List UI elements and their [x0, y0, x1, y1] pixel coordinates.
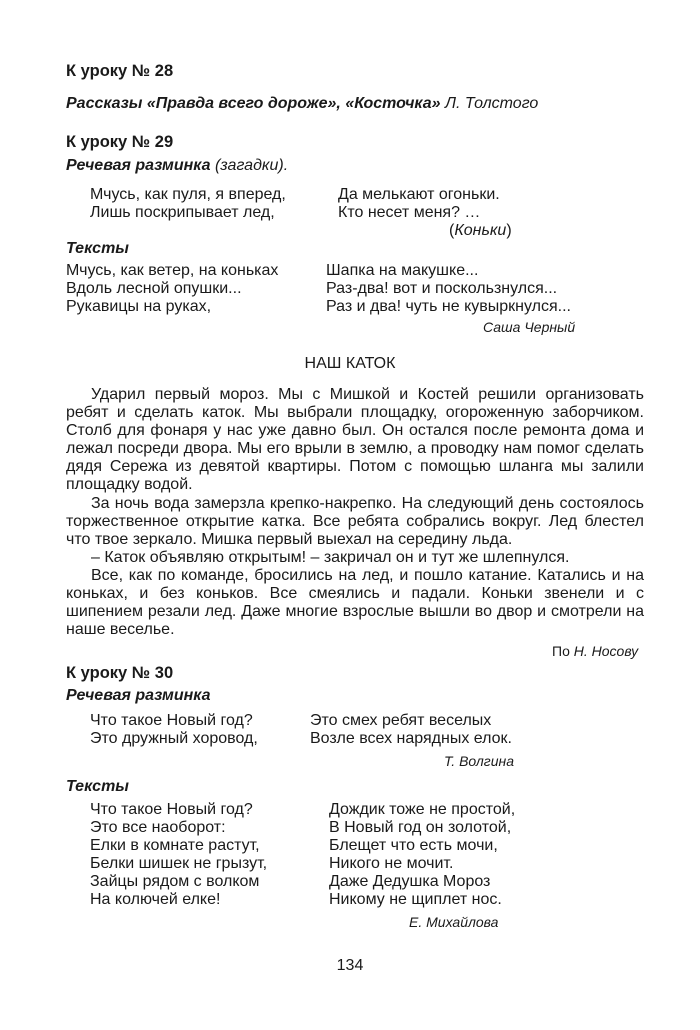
warmup-right-column	[310, 712, 512, 748]
riddle-answer-word: Коньки	[454, 222, 507, 239]
poem-line: Раз-два! вот и поскользнулся...	[326, 280, 558, 297]
lesson-28-heading: К уроку № 28	[66, 62, 174, 80]
riddle-left-column	[90, 186, 286, 222]
story-title: НАШ КАТОК	[304, 355, 396, 372]
ny-poem-author: Е. Михайлова	[409, 914, 499, 930]
poem-left-column	[66, 262, 278, 316]
lesson-28-title	[66, 95, 538, 113]
warmup-line: Что такое Новый год?	[90, 712, 253, 729]
riddle-line: Кто несет меня? …	[338, 204, 481, 221]
poem-line: Раз и два! чуть не кувыркнулся...	[326, 298, 571, 315]
story-paragraph: Все, как по команде, бросились на лед, и пошло катание. Катались и на коньках, и без коньков. Все смеялись и падали. Коньки звенели и с шипением резали лед. Даже многие взрослые вышли во двор и смотрели на наше веселье.	[66, 566, 644, 639]
lesson-29-texts-label: Тексты	[66, 240, 129, 257]
poem-line: Шапка на макушке...	[326, 262, 479, 279]
riddle-line: Да мелькают огоньки.	[338, 186, 500, 203]
poem-line: Никого не мочит.	[329, 855, 454, 872]
riddle-line: Лишь поскрипывает лед,	[90, 204, 275, 221]
riddle-right-column	[338, 186, 500, 222]
warmup-left-column	[90, 712, 258, 748]
poem-line: Зайцы рядом с волком	[90, 873, 260, 890]
warmup-line: Это смех ребят веселых	[310, 712, 492, 729]
poem-right-column	[326, 262, 571, 316]
riddle-answer-paren-open: (	[449, 222, 455, 239]
riddle-line: Мчусь, как пуля, я вперед,	[90, 186, 286, 203]
poem-line: Дождик тоже не простой,	[329, 801, 516, 818]
warmup-author: Т. Волгина	[444, 753, 514, 769]
lesson-30-heading: К уроку № 30	[66, 664, 174, 682]
ny-poem-left-column	[90, 801, 267, 909]
poem-line: Елки в комнате растут,	[90, 837, 260, 854]
poem-line: Блещет что есть мочи,	[329, 837, 498, 854]
poem-line: Белки шишек не грызут,	[90, 855, 268, 872]
poem-line: В Новый год он золотой,	[329, 819, 512, 836]
warmup-line: Возле всех нарядных елок.	[310, 730, 512, 747]
poem-line: Вдоль лесной опушки...	[66, 280, 242, 297]
poem-author: Саша Черный	[483, 319, 576, 335]
poem-line: Что такое Новый год?	[90, 801, 253, 818]
poem-line: Рукавицы на руках,	[66, 298, 212, 315]
ny-poem-right-column	[329, 801, 515, 909]
warmup-label-text: Речевая разминка	[66, 157, 211, 174]
lesson-28-title-author: Л. Толстого	[444, 95, 539, 112]
story-paragraph: За ночь вода замерзла крепко-накрепко. На следующий день состоялось торжественное открытие катка. Все ребята собрались вокруг. Лед блестел что твое зеркало. Мишка первый выехал на середину льда.	[66, 494, 644, 548]
lesson-29-warmup-label	[66, 157, 288, 175]
poem-line: Это все наоборот:	[90, 819, 226, 836]
lesson-29-heading: К уроку № 29	[66, 133, 174, 151]
poem-line: Даже Дедушка Мороз	[329, 873, 491, 890]
poem-line: На колючей елке!	[90, 891, 221, 908]
story-attribution	[552, 643, 638, 659]
lesson-30-warmup-label: Речевая разминка	[66, 687, 211, 704]
lesson-28-title-works: Рассказы «Правда всего дороже», «Косточка»	[66, 95, 441, 112]
poem-line: Никому не щиплет нос.	[329, 891, 502, 908]
page-number: 134	[336, 957, 364, 974]
story-paragraph: – Каток объявляю открытым! – закричал он и тут же шлепнулся.	[91, 548, 570, 566]
warmup-note: (загадки).	[214, 157, 289, 174]
poem-line: Мчусь, как ветер, на коньках	[66, 262, 279, 279]
lesson-30-texts-label: Тексты	[66, 778, 129, 795]
story-body	[66, 386, 644, 639]
attribution-prefix: По	[552, 643, 570, 659]
warmup-line: Это дружный хоровод,	[90, 730, 258, 747]
story-paragraph: Ударил первый мороз. Мы с Мишкой и Костей решили организовать ребят и сделать каток. Мы выбрали площадку, огороженную заборчиком. Столб для фонаря у нас уже давно был. Он остался после ремонта дома и лежал посреди двора. Мы его врыли в землю, а проводку нам помог сделать дядя Сережа из девятой квартиры. Потом с помощью шланга мы залили площадку водой.	[66, 386, 644, 494]
attribution-author: Н. Носову	[573, 643, 639, 659]
riddle-answer-paren-close: )	[506, 222, 512, 239]
riddle-answer	[449, 222, 512, 240]
